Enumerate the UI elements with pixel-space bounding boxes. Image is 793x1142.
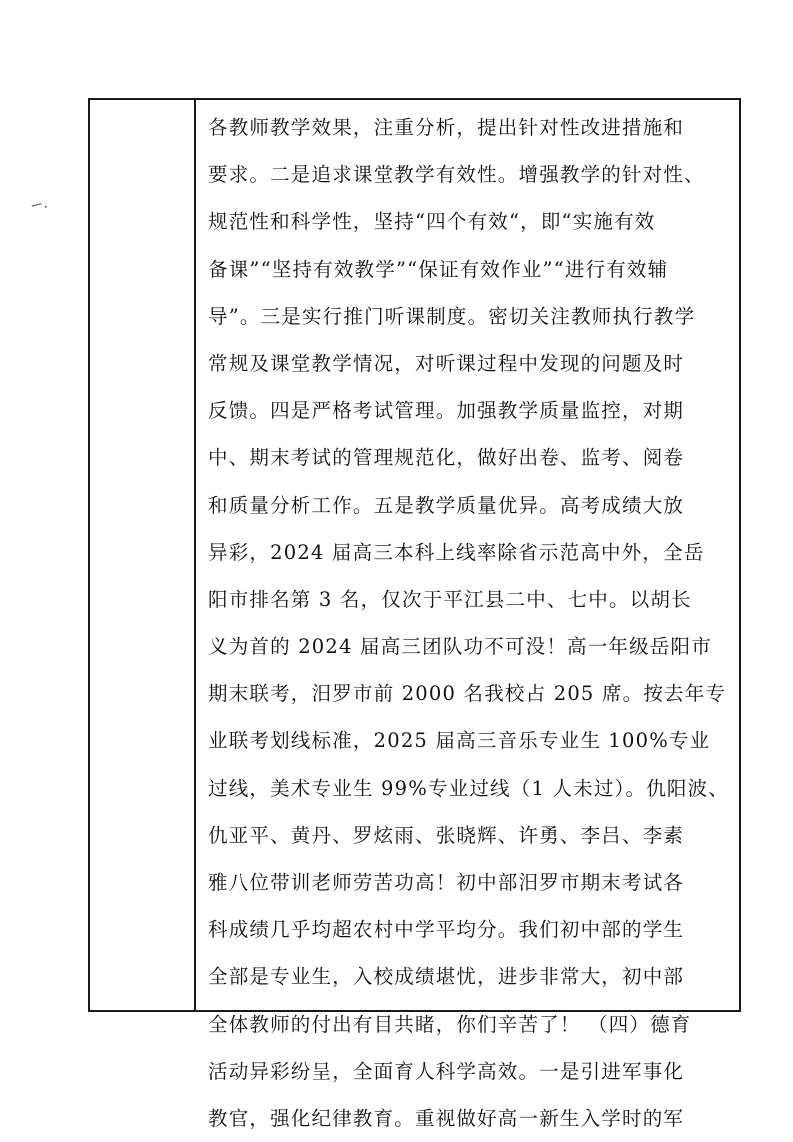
form-table (88, 98, 741, 1130)
text-line: 常规及课堂教学情况，对听课过程中发现的问题及时 (208, 351, 685, 375)
label-cell (90, 100, 196, 1010)
text-line: 义为首的 2024 届高三团队功不可没！高一年级岳阳市 (208, 635, 712, 659)
text-line: 期末联考，汨罗市前 2000 名我校占 205 席。按去年专 (208, 682, 727, 706)
text-line: 各教师教学效果，注重分析，提出针对性改进措施和 (208, 116, 685, 139)
content-cell (196, 100, 739, 1130)
text-line: 活动异彩纷呈，全面育人科学高效。一是引进军事化 (208, 1059, 685, 1083)
text-line: 中、期末考试的管理规范化，做好出卷、监考、阅卷 (208, 446, 685, 470)
text-line: 科成绩几乎均超农村中学平均分。我们初中部的学生 (208, 918, 685, 942)
text-line: 要求。二是追求课堂教学有效性。增强教学的针对性、 (208, 163, 705, 187)
text-line: 全部是专业生，入校成绩堪忧，进步非常大，初中部 (208, 965, 685, 989)
text-line: 阳市排名第 3 名，仅次于平江县二中、七中。以胡长 (208, 587, 692, 611)
text-line: 规范性和科学性，坚持“四个有效“，即“实施有效 (208, 210, 656, 234)
stray-mark: ー. (29, 196, 49, 215)
text-line: 和质量分析工作。五是教学质量优异。高考成绩大放 (208, 493, 685, 517)
text-line: 教官，强化纪律教育。重视做好高一新生入学时的军 (208, 1106, 685, 1130)
text-line: 业联考划线标准，2025 届高三音乐专业生 100%专业 (208, 729, 711, 753)
text-line: 雅八位带训老师劳苦功高！初中部汨罗市期末考试各 (208, 871, 685, 894)
text-line: 导”。三是实行推门听课制度。密切关注教师执行教学 (208, 304, 696, 328)
text-line: 异彩，2024 届高三本科上线率除省示范高中外，全岳 (208, 540, 705, 564)
text-line: 过线，美术专业生 99%专业过线（1 人未过）。仇阳波、 (208, 776, 729, 800)
text-line: 反馈。四是严格考试管理。加强教学质量监控，对期 (208, 399, 685, 423)
text-line: 全体教师的付出有目共睹，你们辛苦了！ （四）德育 (208, 1012, 692, 1036)
text-line: 备课”“坚持有效教学”“保证有效作业”“进行有效辅 (208, 257, 669, 281)
text-line: 仇亚平、黄丹、罗炫雨、张晓辉、许勇、李吕、李素 (208, 823, 685, 847)
